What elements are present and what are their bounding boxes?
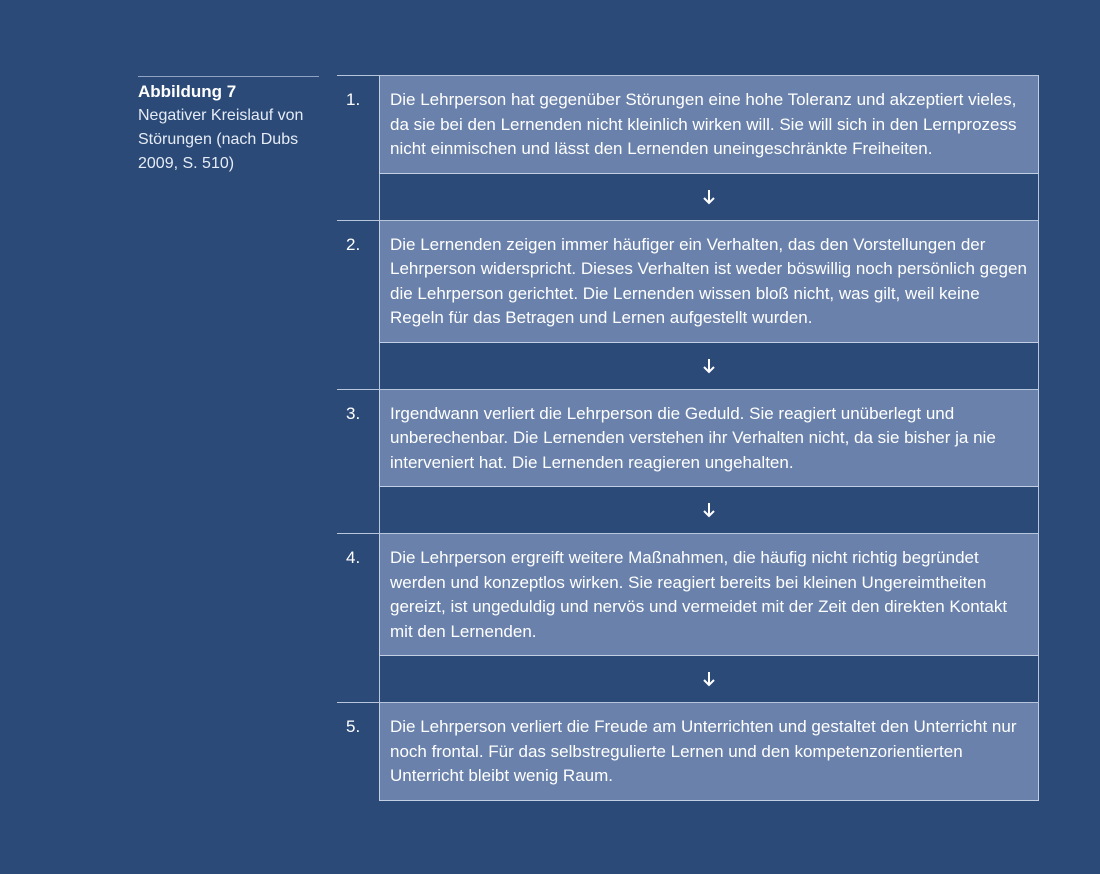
step-number: 2. [346, 234, 361, 254]
arrow-down-icon [702, 670, 716, 688]
step-text: Die Lehrperson verliert die Freude am Unterrichten und gestaltet den Unterricht nur noch frontal. Für das selbstregulierte Lernen und den kompetenzorientierten Unterricht bleibt wenig Raum. [379, 703, 1039, 801]
arrow-down-icon [702, 501, 716, 519]
flow-step-2 [337, 220, 1039, 343]
step-text: Die Lehrperson hat gegenüber Störungen eine hohe Toleranz und akzeptiert vieles, da sie bei den Lernenden nicht kleinlich wirken will. Sie will sich in den Lernprozess nicht einmischen und lässt den Lernenden uneingeschränkte Freiheiten. [379, 76, 1039, 174]
arrow-down-icon [702, 357, 716, 375]
flow-connector [379, 487, 1039, 533]
figure-title: Abbildung 7 [138, 82, 237, 101]
flow-connector [379, 174, 1039, 220]
step-number: 4. [346, 548, 361, 567]
flow-step-5 [337, 702, 1039, 801]
flow-connector [379, 343, 1039, 389]
step-number: 1. [346, 90, 361, 109]
step-number: 3. [346, 403, 361, 423]
step-text: Die Lernenden zeigen immer häufiger ein Verhalten, das den Vorstellungen der Lehrperson widerspricht. Dieses Verhalten ist weder böswillig noch persönlich gegen die Lehrperson gerichtet. Die Lernenden wissen bloß nicht, was gilt, weil keine Regeln für das Betragen und Lernen aufgestellt wurden. [379, 221, 1039, 343]
step-number: 5. [346, 717, 361, 736]
figure-caption [138, 76, 319, 176]
flow-connector [379, 656, 1039, 702]
flow-step-3 [337, 389, 1039, 488]
figure-description: Negativer Kreislauf von Störungen (nach Dubs 2009, S. 510) [138, 107, 304, 172]
arrow-down-icon [702, 188, 716, 206]
step-text: Die Lehrperson ergreift weitere Maßnahmen, die häufig nicht richtig begründet werden und konzeptlos wirken. Sie reagiert bereits bei kleinen Ungereimtheiten gereizt, ist ungeduldig und nervös und vermeidet mit der Zeit den direkten Kontakt mit den Lernenden. [379, 534, 1039, 656]
step-text: Irgendwann verliert die Lehrperson die Geduld. Sie reagiert unüberlegt und unberechenbar. Die Lernenden verstehen ihr Verhalten nicht, da sie bisher ja nie interveniert hat. Die Lernenden reagieren ungehalten. [379, 390, 1039, 488]
flow-step-1 [337, 75, 1039, 174]
flow-diagram [337, 75, 1039, 801]
flow-step-4 [337, 533, 1039, 656]
